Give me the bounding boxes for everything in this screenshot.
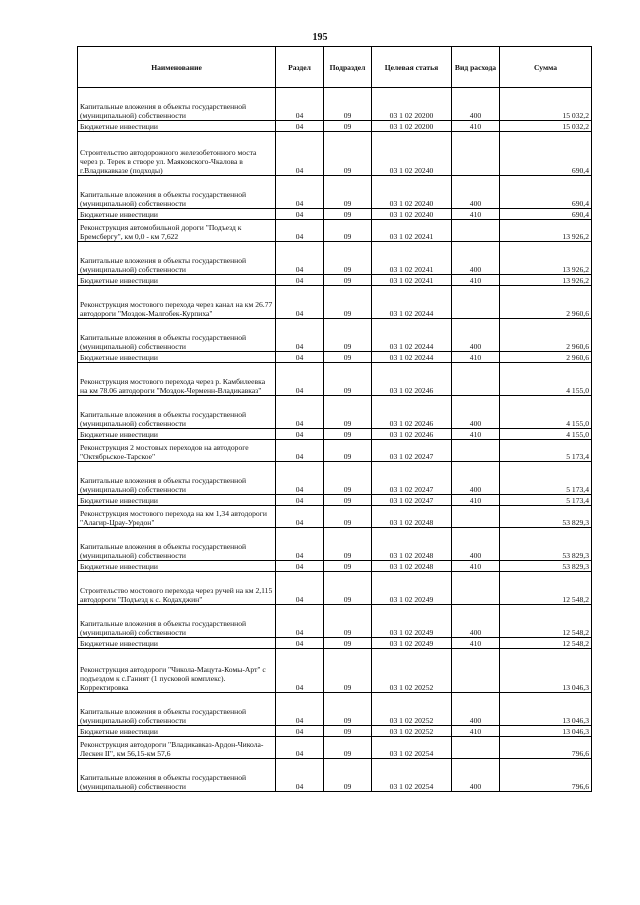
cell-target: 03 1 02 20254 bbox=[372, 737, 452, 759]
table-row bbox=[78, 495, 592, 506]
cell-sum: 2 960,6 bbox=[500, 352, 592, 363]
cell-section: 04 bbox=[276, 528, 324, 561]
table-row bbox=[78, 352, 592, 363]
table-body bbox=[78, 88, 592, 792]
table-row bbox=[78, 319, 592, 352]
table-row bbox=[78, 242, 592, 275]
cell-target: 03 1 02 20244 bbox=[372, 352, 452, 363]
cell-section: 04 bbox=[276, 209, 324, 220]
table-row bbox=[78, 363, 592, 396]
cell-section: 04 bbox=[276, 319, 324, 352]
cell-target: 03 1 02 20244 bbox=[372, 286, 452, 319]
cell-target: 03 1 02 20247 bbox=[372, 440, 452, 462]
cell-target: 03 1 02 20247 bbox=[372, 462, 452, 495]
table-row bbox=[78, 693, 592, 726]
cell-type: 400 bbox=[452, 462, 500, 495]
cell-type: 410 bbox=[452, 495, 500, 506]
cell-sum: 690,4 bbox=[500, 132, 592, 176]
table-row bbox=[78, 605, 592, 638]
cell-type: 410 bbox=[452, 121, 500, 132]
cell-type: 400 bbox=[452, 396, 500, 429]
cell-type bbox=[452, 572, 500, 605]
cell-target: 03 1 02 20252 bbox=[372, 726, 452, 737]
column-header-subsection: Подраздел bbox=[324, 47, 372, 88]
cell-type: 400 bbox=[452, 88, 500, 121]
cell-section: 04 bbox=[276, 121, 324, 132]
cell-section: 04 bbox=[276, 363, 324, 396]
cell-name: Капитальные вложения в объекты государственной (муниципальной) собственности bbox=[78, 462, 276, 495]
table-row bbox=[78, 209, 592, 220]
cell-target: 03 1 02 20241 bbox=[372, 220, 452, 242]
cell-target: 03 1 02 20240 bbox=[372, 176, 452, 209]
table-row bbox=[78, 638, 592, 649]
cell-type: 400 bbox=[452, 528, 500, 561]
table-row bbox=[78, 286, 592, 319]
budget-table bbox=[77, 46, 592, 792]
cell-section: 04 bbox=[276, 726, 324, 737]
cell-name: Реконструкция мостового перехода через канал на км 26.77 автодороги "Моздок-Малгобек-Курпиха" bbox=[78, 286, 276, 319]
cell-subsection: 09 bbox=[324, 561, 372, 572]
cell-name: Бюджетные инвестиции bbox=[78, 726, 276, 737]
cell-subsection: 09 bbox=[324, 286, 372, 319]
cell-sum: 4 155,0 bbox=[500, 396, 592, 429]
cell-section: 04 bbox=[276, 88, 324, 121]
table-row bbox=[78, 121, 592, 132]
table-row bbox=[78, 649, 592, 693]
cell-subsection: 09 bbox=[324, 88, 372, 121]
cell-name: Капитальные вложения в объекты государственной (муниципальной) собственности bbox=[78, 242, 276, 275]
cell-section: 04 bbox=[276, 286, 324, 319]
cell-subsection: 09 bbox=[324, 462, 372, 495]
cell-target: 03 1 02 20252 bbox=[372, 693, 452, 726]
cell-sum: 4 155,0 bbox=[500, 363, 592, 396]
page-number: 195 bbox=[312, 32, 328, 43]
cell-target: 03 1 02 20249 bbox=[372, 605, 452, 638]
cell-target: 03 1 02 20249 bbox=[372, 638, 452, 649]
cell-sum: 796,6 bbox=[500, 759, 592, 792]
cell-name: Капитальные вложения в объекты государственной (муниципальной) собственности bbox=[78, 759, 276, 792]
table-row bbox=[78, 275, 592, 286]
cell-section: 04 bbox=[276, 693, 324, 726]
table-row bbox=[78, 572, 592, 605]
cell-subsection: 09 bbox=[324, 363, 372, 396]
table-row bbox=[78, 132, 592, 176]
cell-target: 03 1 02 20252 bbox=[372, 649, 452, 693]
cell-section: 04 bbox=[276, 132, 324, 176]
cell-type: 410 bbox=[452, 561, 500, 572]
table-header-row bbox=[78, 47, 592, 88]
cell-subsection: 09 bbox=[324, 319, 372, 352]
cell-target: 03 1 02 20241 bbox=[372, 242, 452, 275]
cell-sum: 13 046,3 bbox=[500, 693, 592, 726]
cell-sum: 12 548,2 bbox=[500, 605, 592, 638]
cell-target: 03 1 02 20248 bbox=[372, 561, 452, 572]
cell-type: 410 bbox=[452, 638, 500, 649]
cell-section: 04 bbox=[276, 506, 324, 528]
cell-target: 03 1 02 20246 bbox=[372, 429, 452, 440]
cell-section: 04 bbox=[276, 649, 324, 693]
cell-section: 04 bbox=[276, 429, 324, 440]
cell-name: Реконструкция автомобильной дороги "Подъезд к Бремсбергу", км 0,0 - км 7,622 bbox=[78, 220, 276, 242]
cell-subsection: 09 bbox=[324, 638, 372, 649]
cell-name: Реконструкция автодороги "Чикола-Мацута-Комы-Арт" с подъездом к с.Ганият (1 пусковой комплекс). Корректировка bbox=[78, 649, 276, 693]
cell-sum: 5 173,4 bbox=[500, 462, 592, 495]
cell-target: 03 1 02 20241 bbox=[372, 275, 452, 286]
cell-subsection: 09 bbox=[324, 429, 372, 440]
cell-section: 04 bbox=[276, 638, 324, 649]
cell-subsection: 09 bbox=[324, 693, 372, 726]
cell-subsection: 09 bbox=[324, 396, 372, 429]
table-row bbox=[78, 759, 592, 792]
cell-subsection: 09 bbox=[324, 132, 372, 176]
cell-name: Капитальные вложения в объекты государственной (муниципальной) собственности bbox=[78, 396, 276, 429]
cell-name: Реконструкция мостового перехода через р. Камбилеевка на км 78.06 автодороги "Моздок-Черменн-Владикавказ" bbox=[78, 363, 276, 396]
cell-subsection: 09 bbox=[324, 220, 372, 242]
cell-name: Реконструкция 2 мостовых переходов на автодороге "Октябрьское-Тарское" bbox=[78, 440, 276, 462]
cell-subsection: 09 bbox=[324, 495, 372, 506]
cell-target: 03 1 02 20254 bbox=[372, 759, 452, 792]
cell-sum: 15 032,2 bbox=[500, 121, 592, 132]
cell-name: Бюджетные инвестиции bbox=[78, 495, 276, 506]
cell-name: Бюджетные инвестиции bbox=[78, 209, 276, 220]
cell-type bbox=[452, 737, 500, 759]
table-row bbox=[78, 176, 592, 209]
cell-name: Бюджетные инвестиции bbox=[78, 429, 276, 440]
cell-target: 03 1 02 20246 bbox=[372, 396, 452, 429]
cell-type: 400 bbox=[452, 605, 500, 638]
cell-subsection: 09 bbox=[324, 528, 372, 561]
cell-subsection: 09 bbox=[324, 121, 372, 132]
table-row bbox=[78, 561, 592, 572]
cell-section: 04 bbox=[276, 242, 324, 275]
cell-subsection: 09 bbox=[324, 209, 372, 220]
cell-sum: 5 173,4 bbox=[500, 495, 592, 506]
cell-sum: 53 829,3 bbox=[500, 528, 592, 561]
cell-subsection: 09 bbox=[324, 440, 372, 462]
cell-sum: 13 926,2 bbox=[500, 275, 592, 286]
cell-name: Бюджетные инвестиции bbox=[78, 121, 276, 132]
cell-type: 410 bbox=[452, 275, 500, 286]
cell-name: Капитальные вложения в объекты государственной (муниципальной) собственности bbox=[78, 605, 276, 638]
cell-name: Капитальные вложения в объекты государственной (муниципальной) собственности bbox=[78, 176, 276, 209]
cell-subsection: 09 bbox=[324, 275, 372, 286]
cell-sum: 13 926,2 bbox=[500, 220, 592, 242]
cell-subsection: 09 bbox=[324, 572, 372, 605]
cell-sum: 12 548,2 bbox=[500, 572, 592, 605]
cell-type: 400 bbox=[452, 759, 500, 792]
column-header-section: Раздел bbox=[276, 47, 324, 88]
cell-section: 04 bbox=[276, 495, 324, 506]
table-row bbox=[78, 462, 592, 495]
cell-target: 03 1 02 20248 bbox=[372, 506, 452, 528]
cell-subsection: 09 bbox=[324, 649, 372, 693]
cell-type: 410 bbox=[452, 429, 500, 440]
cell-name: Капитальные вложения в объекты государственной (муниципальной) собственности bbox=[78, 693, 276, 726]
cell-name: Строительство мостового перехода через ручей на км 2,115 автодороги "Подъезд к с. Кодахджин" bbox=[78, 572, 276, 605]
column-header-target: Целевая статья bbox=[372, 47, 452, 88]
cell-name: Капитальные вложения в объекты государственной (муниципальной) собственности bbox=[78, 319, 276, 352]
cell-subsection: 09 bbox=[324, 506, 372, 528]
cell-target: 03 1 02 20248 bbox=[372, 528, 452, 561]
cell-section: 04 bbox=[276, 462, 324, 495]
cell-name: Бюджетные инвестиции bbox=[78, 352, 276, 363]
cell-target: 03 1 02 20244 bbox=[372, 319, 452, 352]
cell-name: Капитальные вложения в объекты государственной (муниципальной) собственности bbox=[78, 528, 276, 561]
cell-type bbox=[452, 286, 500, 319]
cell-target: 03 1 02 20240 bbox=[372, 132, 452, 176]
table-row bbox=[78, 429, 592, 440]
cell-type bbox=[452, 363, 500, 396]
table-row bbox=[78, 528, 592, 561]
column-header-sum: Сумма bbox=[500, 47, 592, 88]
cell-type: 410 bbox=[452, 726, 500, 737]
cell-sum: 13 046,3 bbox=[500, 726, 592, 737]
cell-target: 03 1 02 20247 bbox=[372, 495, 452, 506]
cell-sum: 5 173,4 bbox=[500, 440, 592, 462]
cell-section: 04 bbox=[276, 737, 324, 759]
cell-type bbox=[452, 506, 500, 528]
cell-section: 04 bbox=[276, 275, 324, 286]
cell-type: 400 bbox=[452, 242, 500, 275]
cell-type bbox=[452, 220, 500, 242]
cell-sum: 53 829,3 bbox=[500, 561, 592, 572]
column-header-name: Наименование bbox=[78, 47, 276, 88]
cell-section: 04 bbox=[276, 440, 324, 462]
cell-type bbox=[452, 440, 500, 462]
cell-section: 04 bbox=[276, 561, 324, 572]
cell-section: 04 bbox=[276, 220, 324, 242]
cell-name: Капитальные вложения в объекты государственной (муниципальной) собственности bbox=[78, 88, 276, 121]
cell-sum: 796,6 bbox=[500, 737, 592, 759]
table-row bbox=[78, 506, 592, 528]
cell-sum: 690,4 bbox=[500, 209, 592, 220]
cell-subsection: 09 bbox=[324, 737, 372, 759]
cell-target: 03 1 02 20246 bbox=[372, 363, 452, 396]
table-row bbox=[78, 88, 592, 121]
cell-type: 400 bbox=[452, 693, 500, 726]
cell-subsection: 09 bbox=[324, 242, 372, 275]
cell-sum: 13 926,2 bbox=[500, 242, 592, 275]
cell-subsection: 09 bbox=[324, 176, 372, 209]
cell-sum: 2 960,6 bbox=[500, 286, 592, 319]
cell-subsection: 09 bbox=[324, 352, 372, 363]
cell-type: 410 bbox=[452, 352, 500, 363]
cell-sum: 690,4 bbox=[500, 176, 592, 209]
cell-section: 04 bbox=[276, 396, 324, 429]
cell-name: Бюджетные инвестиции bbox=[78, 638, 276, 649]
cell-name: Бюджетные инвестиции bbox=[78, 275, 276, 286]
cell-sum: 2 960,6 bbox=[500, 319, 592, 352]
cell-sum: 53 829,3 bbox=[500, 506, 592, 528]
cell-type: 410 bbox=[452, 209, 500, 220]
cell-name: Реконструкция автодороги "Владикавказ-Ардон-Чикола-Лескен II", км 56,15-км 57,6 bbox=[78, 737, 276, 759]
cell-target: 03 1 02 20249 bbox=[372, 572, 452, 605]
cell-section: 04 bbox=[276, 176, 324, 209]
cell-section: 04 bbox=[276, 572, 324, 605]
cell-section: 04 bbox=[276, 759, 324, 792]
cell-sum: 12 548,2 bbox=[500, 638, 592, 649]
cell-type: 400 bbox=[452, 319, 500, 352]
table-row bbox=[78, 396, 592, 429]
cell-name: Строительство автодорожного железобетонного моста через р. Терек в створе ул. Маяковского-Чкалова в г.Владикавказе (подходы) bbox=[78, 132, 276, 176]
cell-target: 03 1 02 20240 bbox=[372, 209, 452, 220]
cell-target: 03 1 02 20200 bbox=[372, 88, 452, 121]
cell-sum: 13 046,3 bbox=[500, 649, 592, 693]
cell-name: Бюджетные инвестиции bbox=[78, 561, 276, 572]
cell-subsection: 09 bbox=[324, 605, 372, 638]
cell-subsection: 09 bbox=[324, 726, 372, 737]
table-row bbox=[78, 726, 592, 737]
table-row bbox=[78, 220, 592, 242]
cell-target: 03 1 02 20200 bbox=[372, 121, 452, 132]
cell-name: Реконструкция мостового перехода на км 1,34 автодороги "Алагир-Црау-Уредон" bbox=[78, 506, 276, 528]
cell-type: 400 bbox=[452, 176, 500, 209]
cell-section: 04 bbox=[276, 605, 324, 638]
table-row bbox=[78, 440, 592, 462]
cell-sum: 15 032,2 bbox=[500, 88, 592, 121]
cell-subsection: 09 bbox=[324, 759, 372, 792]
column-header-type: Вид расхода bbox=[452, 47, 500, 88]
cell-sum: 4 155,0 bbox=[500, 429, 592, 440]
cell-type bbox=[452, 132, 500, 176]
cell-type bbox=[452, 649, 500, 693]
table-row bbox=[78, 737, 592, 759]
cell-section: 04 bbox=[276, 352, 324, 363]
